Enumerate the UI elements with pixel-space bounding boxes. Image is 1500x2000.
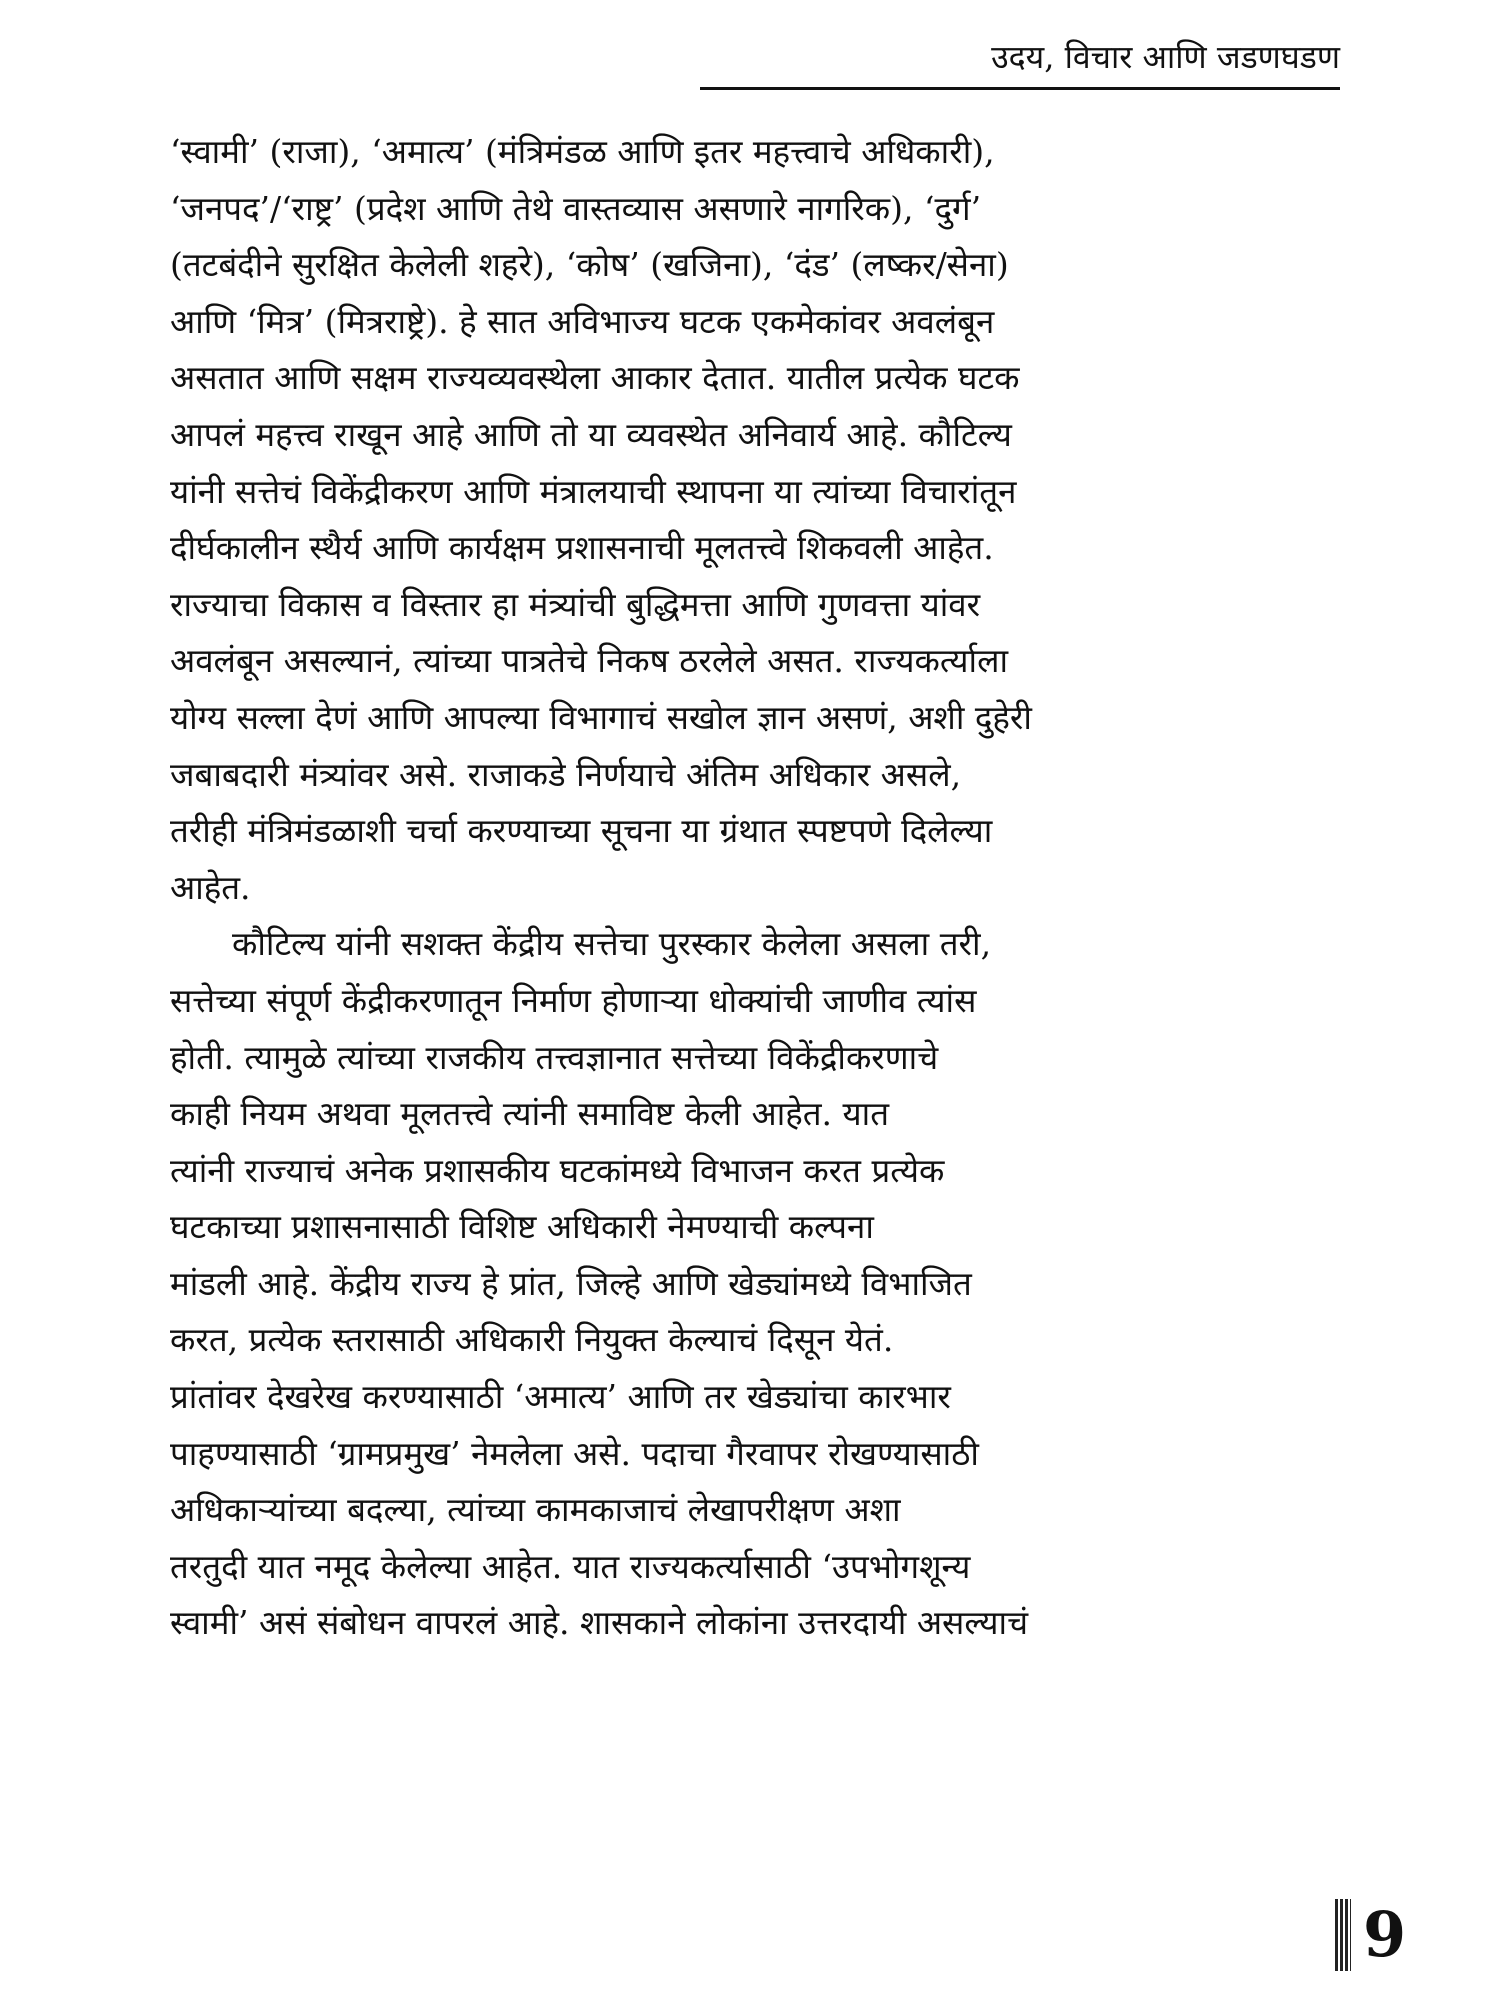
text-line: घटकाच्या प्रशासनासाठी विशिष्ट अधिकारी नेमण्याची कल्पना	[170, 1207, 874, 1247]
page-folio	[1335, 1895, 1406, 1975]
folio-bar-decoration	[1335, 1899, 1351, 1971]
text-line: जबाबदारी मंत्र्यांवर असे. राजाकडे निर्णयाचे अंतिम अधिकार असले,	[170, 754, 962, 794]
text-line: पाहण्यासाठी ‘ग्रामप्रमुख’ नेमलेला असे. पदाचा गैरवापर रोखण्यासाठी	[170, 1433, 979, 1473]
text-line: आणि ‘मित्र’ (मित्रराष्ट्रे). हे सात अविभाज्य घटक एकमेकांवर अवलंबून	[170, 301, 995, 341]
text-line: राज्याचा विकास व विस्तार हा मंत्र्यांची बुद्धिमत्ता आणि गुणवत्ता यांवर	[170, 584, 981, 624]
text-line: ‘जनपद’/‘राष्ट्र’ (प्रदेश आणि तेथे वास्तव्यास असणारे नागरिक), ‘दुर्ग’	[170, 188, 982, 228]
text-line: तरीही मंत्रिमंडळाशी चर्चा करण्याच्या सूचना या ग्रंथात स्पष्टपणे दिलेल्या	[170, 811, 993, 851]
text-line: मांडली आहे. केंद्रीय राज्य हे प्रांत, जिल्हे आणि खेड्यांमध्ये विभाजित	[170, 1263, 972, 1303]
text-line: योग्य सल्ला देणं आणि आपल्या विभागाचं सखोल ज्ञान असणं, अशी दुहेरी	[170, 697, 1032, 737]
text-line: ‘स्वामी’ (राजा), ‘अमात्य’ (मंत्रिमंडळ आणि इतर महत्त्वाचे अधिकारी),	[170, 132, 995, 171]
text-line: प्रांतांवर देखरेख करण्यासाठी ‘अमात्य’ आणि तर खेड्यांचा कारभार	[170, 1377, 951, 1417]
text-line: काही नियम अथवा मूलतत्त्वे त्यांनी समाविष्ट केली आहेत. यात	[170, 1094, 889, 1134]
text-line: अधिकाऱ्यांच्या बदल्या, त्यांच्या कामकाजाचं लेखापरीक्षण अशा	[170, 1490, 901, 1530]
text-line: कौटिल्य यांनी सशक्त केंद्रीय सत्तेचा पुरस्कार केलेला असला तरी,	[232, 924, 992, 964]
text-line: करत, प्रत्येक स्तरासाठी अधिकारी नियुक्त केल्याचं दिसून येतं.	[170, 1320, 894, 1360]
page-number: 9	[1363, 1898, 1407, 1971]
running-header	[700, 40, 1340, 90]
text-line: स्वामी’ असं संबोधन वापरलं आहे. शासकाने लोकांना उत्तरदायी असल्याचं	[170, 1603, 1029, 1643]
text-line: यांनी सत्तेचं विकेंद्रीकरण आणि मंत्रालयाची स्थापना या त्यांच्या विचारांतून	[170, 471, 1017, 511]
running-title: उदय, विचार आणि जडणघडण	[991, 38, 1340, 76]
text-line: अवलंबून असल्यानं, त्यांच्या पात्रतेचे निकष ठरलेले असत. राज्यकर्त्याला	[170, 641, 1008, 681]
text-line: (तटबंदीने सुरक्षित केलेली शहरे), ‘कोष’ (खजिना), ‘दंड’ (लष्कर/सेना)	[170, 245, 1009, 285]
page-body	[170, 124, 1345, 1652]
text-line: होती. त्यामुळे त्यांच्या राजकीय तत्त्वज्ञानात सत्तेच्या विकेंद्रीकरणाचे	[170, 1037, 939, 1077]
text-line: दीर्घकालीन स्थैर्य आणि कार्यक्षम प्रशासनाची मूलतत्त्वे शिकवली आहेत.	[170, 528, 994, 568]
text-line: सत्तेच्या संपूर्ण केंद्रीकरणातून निर्माण होणाऱ्या धोक्यांची जाणीव त्यांस	[170, 980, 977, 1020]
text-line: असतात आणि सक्षम राज्यव्यवस्थेला आकार देतात. यातील प्रत्येक घटक	[170, 358, 1020, 398]
text-line: आहेत.	[170, 867, 251, 907]
paragraph-2	[170, 916, 1345, 1652]
text-line: आपलं महत्त्व राखून आहे आणि तो या व्यवस्थेत अनिवार्य आहे. कौटिल्य	[170, 414, 1012, 454]
text-line: त्यांनी राज्याचं अनेक प्रशासकीय घटकांमध्ये विभाजन करत प्रत्येक	[170, 1150, 945, 1190]
text-line: तरतुदी यात नमूद केलेल्या आहेत. यात राज्यकर्त्यासाठी ‘उपभोगशून्य	[170, 1546, 971, 1586]
paragraph-1	[170, 124, 1345, 916]
